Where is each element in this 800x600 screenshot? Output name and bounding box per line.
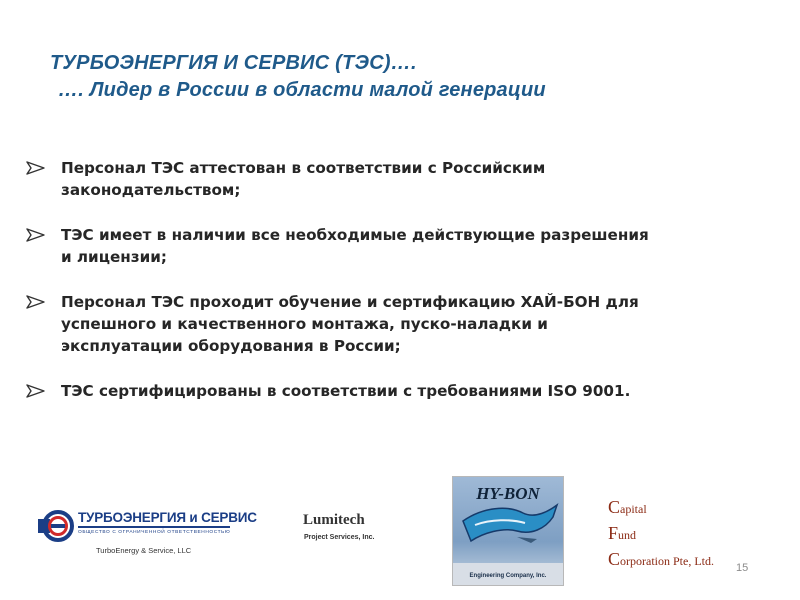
bullet-item: [26, 157, 776, 201]
bullet-text-line: ТЭС сертифицированы в соответствии с требованиями ISO 9001.: [61, 382, 631, 400]
bullet-text-line: эксплуатации оборудования в России;: [61, 337, 401, 355]
hybon-logo-name: HY-BON: [476, 484, 540, 503]
bullet-item: [26, 291, 776, 357]
turboenergy-logo-name: ТУРБОЭНЕРГИЯ и СЕРВИС: [78, 510, 257, 525]
lumitech-logo-name: Lumitech: [303, 512, 365, 528]
bullet-item: [26, 380, 776, 402]
capital-fund-logo: [608, 495, 788, 573]
arrow-bullet-icon: [26, 161, 46, 175]
bullet-text-line: Персонал ТЭС проходит обучение и сертификацию ХАЙ-БОН для: [61, 293, 639, 311]
hybon-logo-subtitle: Engineering Company, Inc.: [469, 573, 547, 579]
page-number: 15: [736, 562, 749, 574]
turboenergy-logo-subtitle: ОБЩЕСТВО С ОГРАНИЧЕННОЙ ОТВЕТСТВЕННОСТЬЮ: [78, 530, 231, 535]
turboenergy-emblem-icon: [38, 508, 74, 544]
lumitech-logo: [300, 512, 390, 552]
bullet-text-line: Персонал ТЭС аттестован в соответствии с Российским: [61, 159, 546, 177]
bullet-text-line: успешного и качественного монтажа, пуско-наладки и: [61, 315, 548, 333]
bullet-item: [26, 224, 776, 268]
bullet-list: [26, 157, 776, 425]
turboenergy-logo-caption: TurboEnergy & Service, LLC: [96, 546, 192, 555]
lumitech-logo-subtitle: Project Services, Inc.: [304, 534, 375, 541]
capital-fund-line: Fund: [608, 523, 637, 543]
capital-fund-line: Corporation Pte, Ltd.: [608, 549, 714, 569]
turboenergy-logo-rule: [78, 526, 230, 528]
slide-title: ТУРБОЭНЕРГИЯ И СЕРВИС (ТЭС)….: [50, 52, 417, 74]
arrow-bullet-icon: [26, 228, 46, 242]
slide-subtitle: …. Лидер в России в области малой генерации: [58, 79, 546, 101]
bullet-text-line: ТЭС имеет в наличии все необходимые действующие разрешения: [61, 226, 649, 244]
bullet-text-line: и лицензии;: [61, 248, 167, 266]
bullet-text-line: законодательством;: [61, 181, 241, 199]
arrow-bullet-icon: [26, 295, 46, 309]
arrow-bullet-icon: [26, 384, 46, 398]
hybon-logo: [452, 476, 564, 586]
capital-fund-line: Capital: [608, 497, 647, 517]
hybon-logo-graphic: [453, 477, 563, 585]
